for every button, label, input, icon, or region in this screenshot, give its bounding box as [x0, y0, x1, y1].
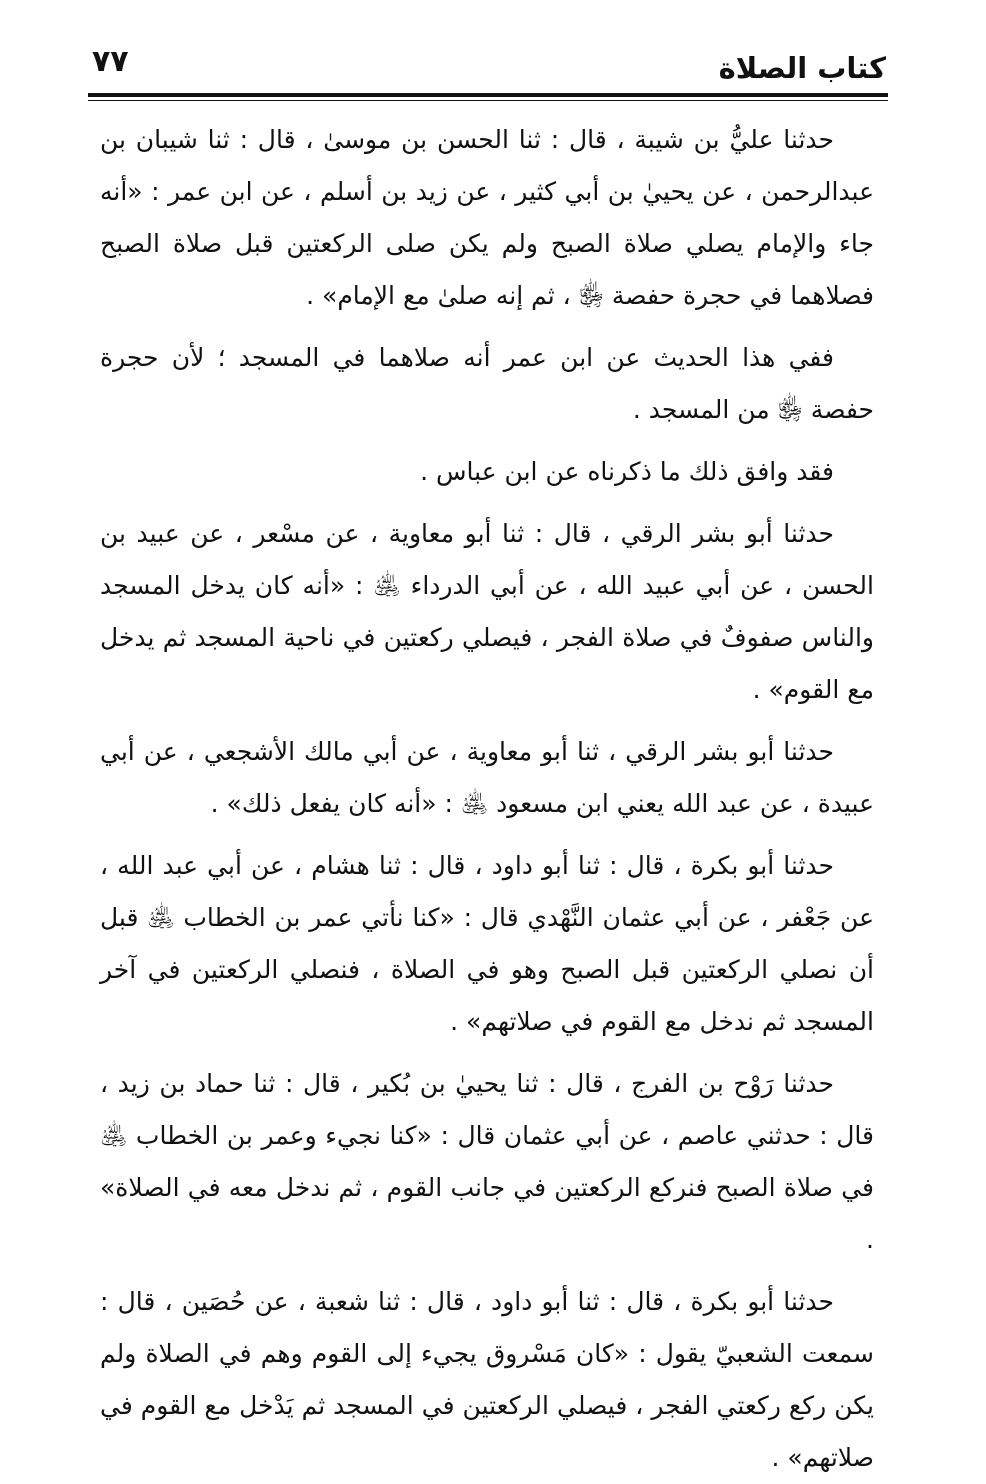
paragraph: حدثنا عليُّ بن شيبة ، قال : ثنا الحسن بن موسىٰ ، قال : ثنا شيبان بن عبدالرحمن ، عن يحييٰ بن أبي كثير ، عن زيد بن أسلم ، عن ابن عمر : «أنه جاء والإمام يصلي صلاة الصبح ولم يكن صلى الركعتين قبل صلاة الصبح فصلاهما في حجرة حفصة ﵂ ، ثم إنه صلىٰ مع الإمام» . — [100, 125, 874, 310]
paragraph: حدثنا رَوْح بن الفرج ، قال : ثنا يحييٰ بن بُكير ، قال : ثنا حماد بن زيد ، قال : حدثني عاصم ، عن أبي عثمان قال : «كنا نجيء وعمر بن الخطاب ﵁ في صلاة الصبح فنركع الركعتين في جانب القوم ، ثم ندخل معه في الصلاة» . — [100, 1069, 874, 1254]
header-rule-thick — [88, 93, 888, 97]
page-number: ٧٧ — [92, 44, 129, 79]
paragraph: فقد وافق ذلك ما ذكرناه عن ابن عباس . — [420, 457, 834, 486]
header-rule-thin — [88, 100, 888, 101]
paragraph: حدثنا أبو بشر الرقي ، قال : ثنا أبو معاوية ، عن مسْعر ، عن عبيد بن الحسن ، عن أبي عبيد الله ، عن أبي الدرداء ﵁ : «أنه كان يدخل المسجد والناس صفوفٌ في صلاة الفجر ، فيصلي ركعتين في ناحية المسجد ثم يدخل مع القوم» . — [100, 519, 874, 704]
paragraph: حدثنا أبو بكرة ، قال : ثنا أبو داود ، قال : ثنا هشام ، عن أبي عبد الله ، عن جَعْفر ، عن أبي عثمان النَّهْدي قال : «كنا نأتي عمر بن الخطاب ﵁ قبل أن نصلي الركعتين قبل الصبح وهو في الصلاة ، فنصلي الركعتين في آخر المسجد ثم ندخل مع القوم في صلاتهم» . — [100, 851, 874, 1036]
paragraph: حدثنا أبو بشر الرقي ، ثنا أبو معاوية ، عن أبي مالك الأشجعي ، عن أبي عبيدة ، عن عبد الله يعني ابن مسعود ﵁ : «أنه كان يفعل ذلك» . — [100, 737, 874, 818]
paragraph: ففي هذا الحديث عن ابن عمر أنه صلاهما في المسجد ؛ لأن حجرة حفصة ﵂ من المسجد . — [100, 343, 874, 424]
page-body — [100, 114, 874, 1472]
page-header — [92, 40, 886, 94]
chapter-title: كتاب الصلاة — [718, 51, 886, 85]
paragraph: حدثنا أبو بكرة ، قال : ثنا أبو داود ، قال : ثنا شعبة ، عن حُصَين ، قال : سمعت الشعبيّ يقول : «كان مَسْروق يجيء إلى القوم وهم في الصلاة ولم يكن ركع ركعتي الفجر ، فيصلي الركعتين في المسجد ثم يَدْخل مع القوم في صلاتهم» . — [100, 1287, 874, 1472]
